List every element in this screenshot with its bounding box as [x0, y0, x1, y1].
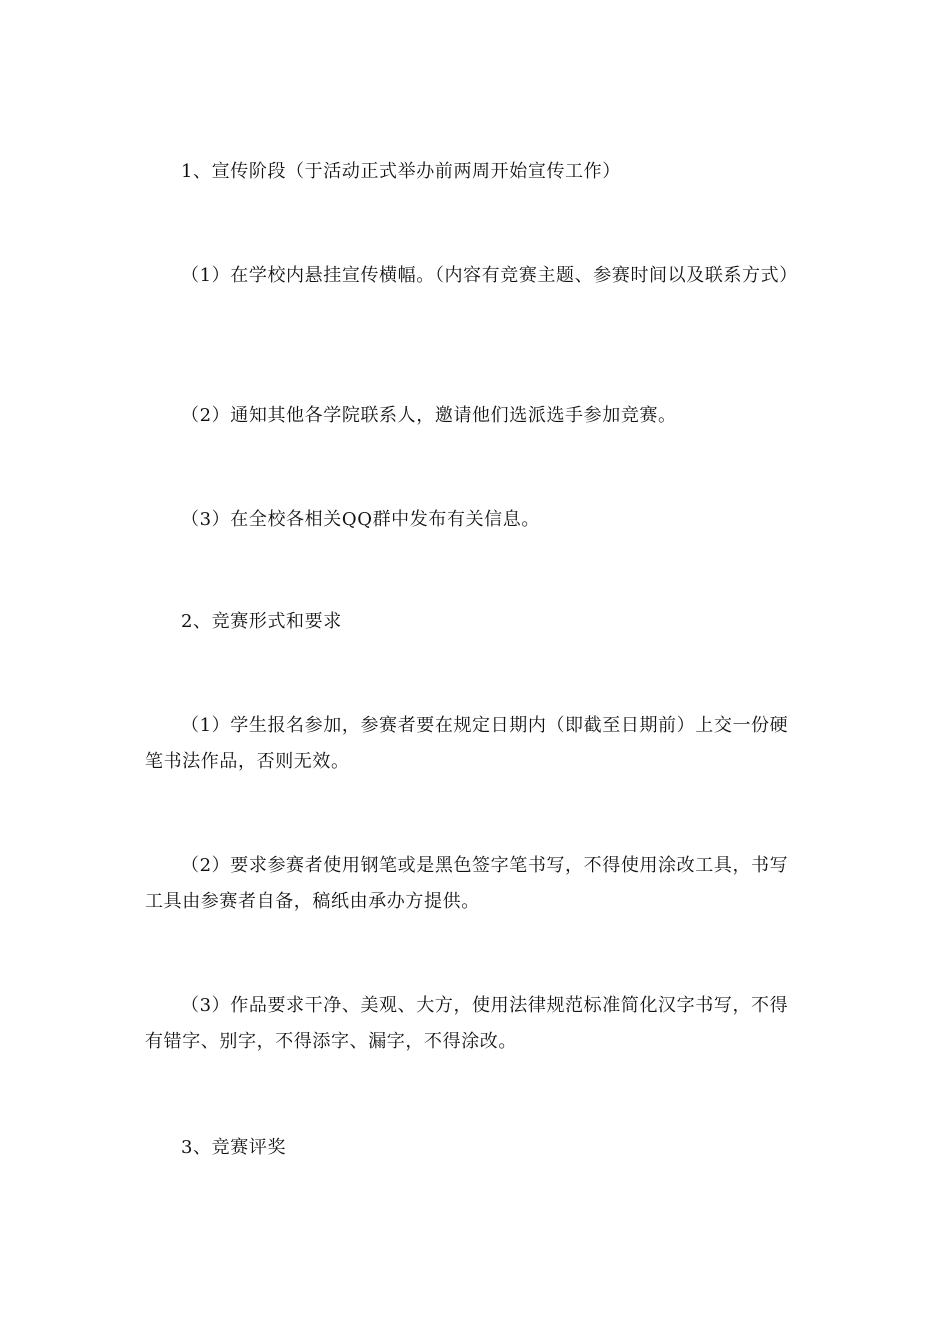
section-heading-format: 2、竞赛形式和要求 — [181, 611, 342, 632]
paragraph-notify: （2）通知其他各学院联系人，邀请他们选派选手参加竞赛。 — [181, 405, 677, 426]
paragraph-writing-tools: （2）要求参赛者使用钢笔或是黑色签字笔书写，不得使用涂改工具，书写工具由参赛者自备，稿纸由承办方提供。 — [145, 855, 789, 912]
section-heading-publicity: 1、宣传阶段（于活动正式举办前两周开始宣传工作） — [181, 161, 621, 182]
paragraph-qq-groups: （3）在全校各相关QQ群中发布有关信息。 — [181, 509, 540, 530]
section-heading-awards: 3、竞赛评奖 — [181, 1137, 287, 1158]
paragraph-work-requirements: （3）作品要求干净、美观、大方，使用法律规范标准简化汉字书写，不得有错字、别字，不得添字、漏字，不得涂改。 — [145, 995, 789, 1052]
paragraph-registration: （1）学生报名参加，参赛者要在规定日期内（即截至日期前）上交一份硬笔书法作品，否则无效。 — [145, 715, 789, 772]
paragraph-banner: （1）在学校内悬挂宣传横幅。（内容有竞赛主题、参赛时间以及联系方式） — [181, 265, 798, 286]
